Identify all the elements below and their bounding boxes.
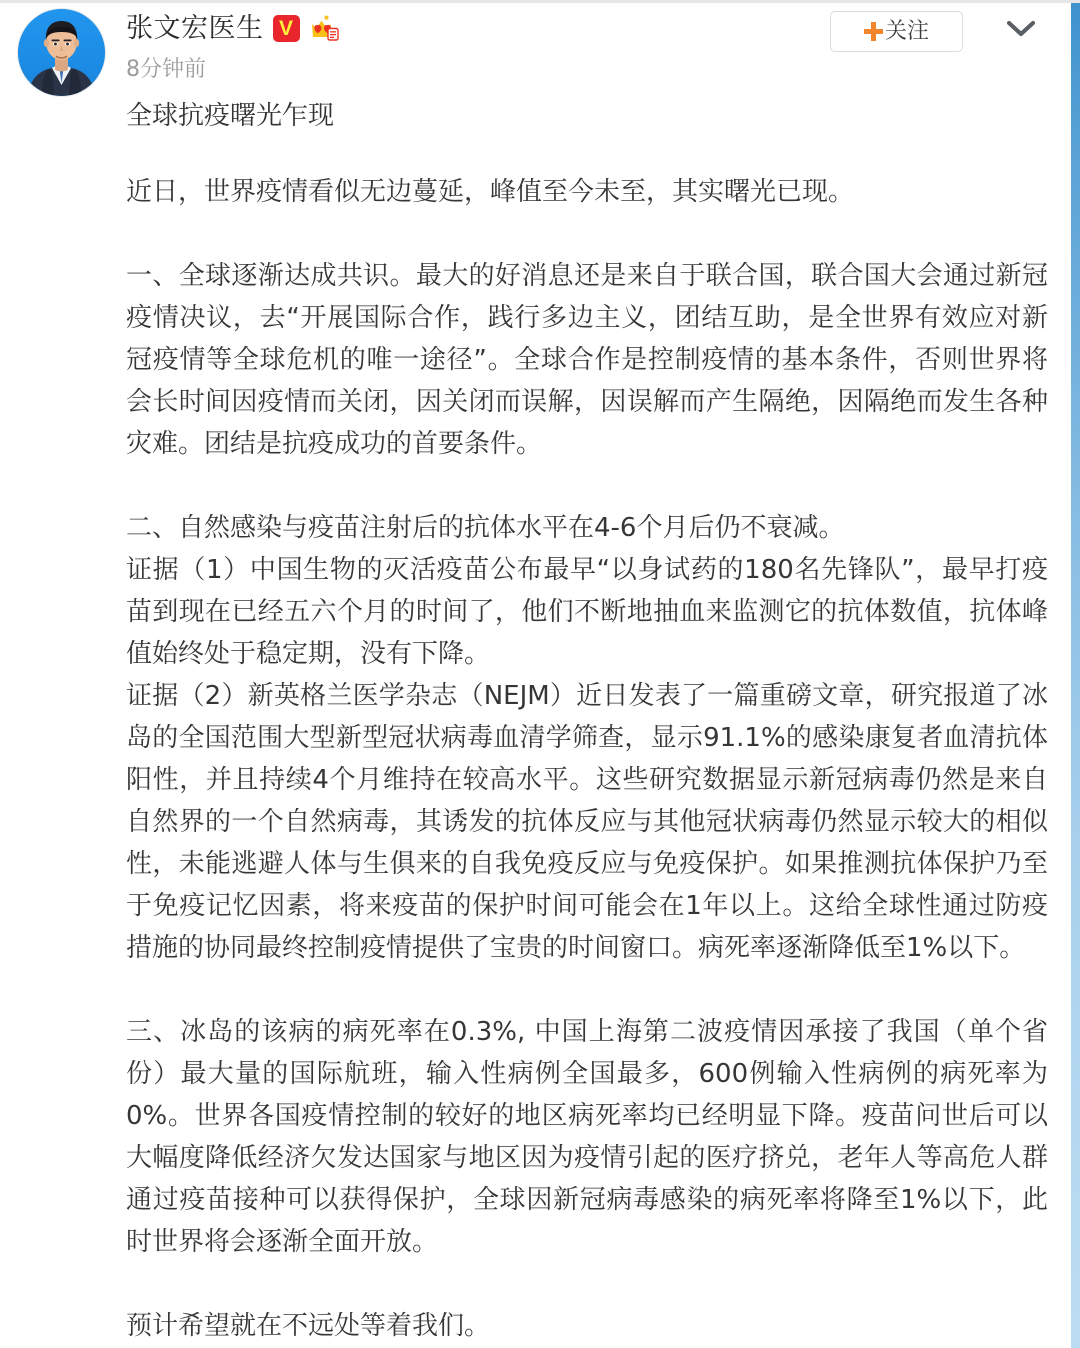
spacer <box>126 129 1048 171</box>
spacer <box>126 213 1048 255</box>
author-row <box>126 15 339 42</box>
chevron-down-icon <box>1006 19 1036 42</box>
scrollbar[interactable] <box>1071 3 1080 1348</box>
post-paragraph: 证据（1）中国生物的灭活疫苗公布最早“以身试药的180名先锋队”，最早打疫苗到现在已经五六个月的时间了，他们不断地抽血来监测它的抗体数值，抗体峰值始终处于稳定期，没有下降。 <box>126 555 1048 669</box>
follow-button-label: 关注 <box>884 18 929 44</box>
spacer <box>126 1263 1048 1305</box>
spacer <box>126 969 1048 1011</box>
avatar[interactable] <box>18 9 105 96</box>
more-menu-button[interactable] <box>1002 13 1040 47</box>
post-paragraph: 证据（2）新英格兰医学杂志（NEJM）近日发表了一篇重磅文章，研究报道了冰岛的全国范围大型新型冠状病毒血清学筛查，显示91.1%的感染康复者血清抗体阳性，并且持续4个月维持在较高水平。这些研究数据显示新冠病毒仍然是来自自然界的一个自然病毒，其诱发的抗体反应与其他冠状病毒仍然显示较大的相似性，未能逃避人体与生俱来的自我免疫反应与免疫保护。如果推测抗体保护乃至于免疫记忆因素，将来疫苗的保护时间可能会在1年以上。这给全球性通过防疫措施的协同最终控制疫情提供了宝贵的时间窗口。病死率逐渐降低至1%以下。 <box>126 681 1048 963</box>
follow-button[interactable] <box>830 11 963 52</box>
post-paragraph: 三、冰岛的该病的病死率在0.3%, 中国上海第二波疫情因承接了我国（单个省份）最大量的国际航班，输入性病例全国最多，600例输入性病例的病死率为0%。世界各国疫情控制的较好的地区病死率均已经明显下降。疫苗问世后可以大幅度降低经济欠发达国家与地区因为疫情引起的医疗挤兑，老年人等高危人群通过疫苗接种可以获得保护，全球因新冠病毒感染的病死率将降至1%以下，此时世界将会逐渐全面开放。 <box>126 1017 1048 1257</box>
post-header <box>0 3 1080 101</box>
crown-icon[interactable] <box>309 15 339 42</box>
author-name[interactable]: 张文宏医生 <box>126 13 264 44</box>
post-paragraph: 二、自然感染与疫苗注射后的抗体水平在4-6个月后仍不衰减。 <box>126 513 845 543</box>
post-paragraph: 预计希望就在不远处等着我们。 <box>126 1311 491 1341</box>
post-paragraph: 一、全球逐渐达成共识。最大的好消息还是来自于联合国，联合国大会通过新冠疫情决议，去“开展国际合作，践行多边主义，团结互助，是全世界有效应对新冠疫情等全球危机的唯一途径”。全球合作是控制疫情的基本条件，否则世界将会长时间因疫情而关闭，因关闭而误解，因误解而产生隔绝，因隔绝而发生各种灾难。团结是抗疫成功的首要条件。 <box>126 261 1048 459</box>
verified-badge-icon[interactable]: V <box>273 15 300 42</box>
post-paragraph: 近日，世界疫情看似无边蔓延，峰值至今未至，其实曙光已现。 <box>126 177 855 207</box>
post-body <box>126 99 1048 1347</box>
spacer <box>126 465 1048 507</box>
post-title: 全球抗疫曙光乍现 <box>126 101 335 131</box>
post-timestamp: 8分钟前 <box>126 57 206 82</box>
plus-icon <box>864 22 883 41</box>
